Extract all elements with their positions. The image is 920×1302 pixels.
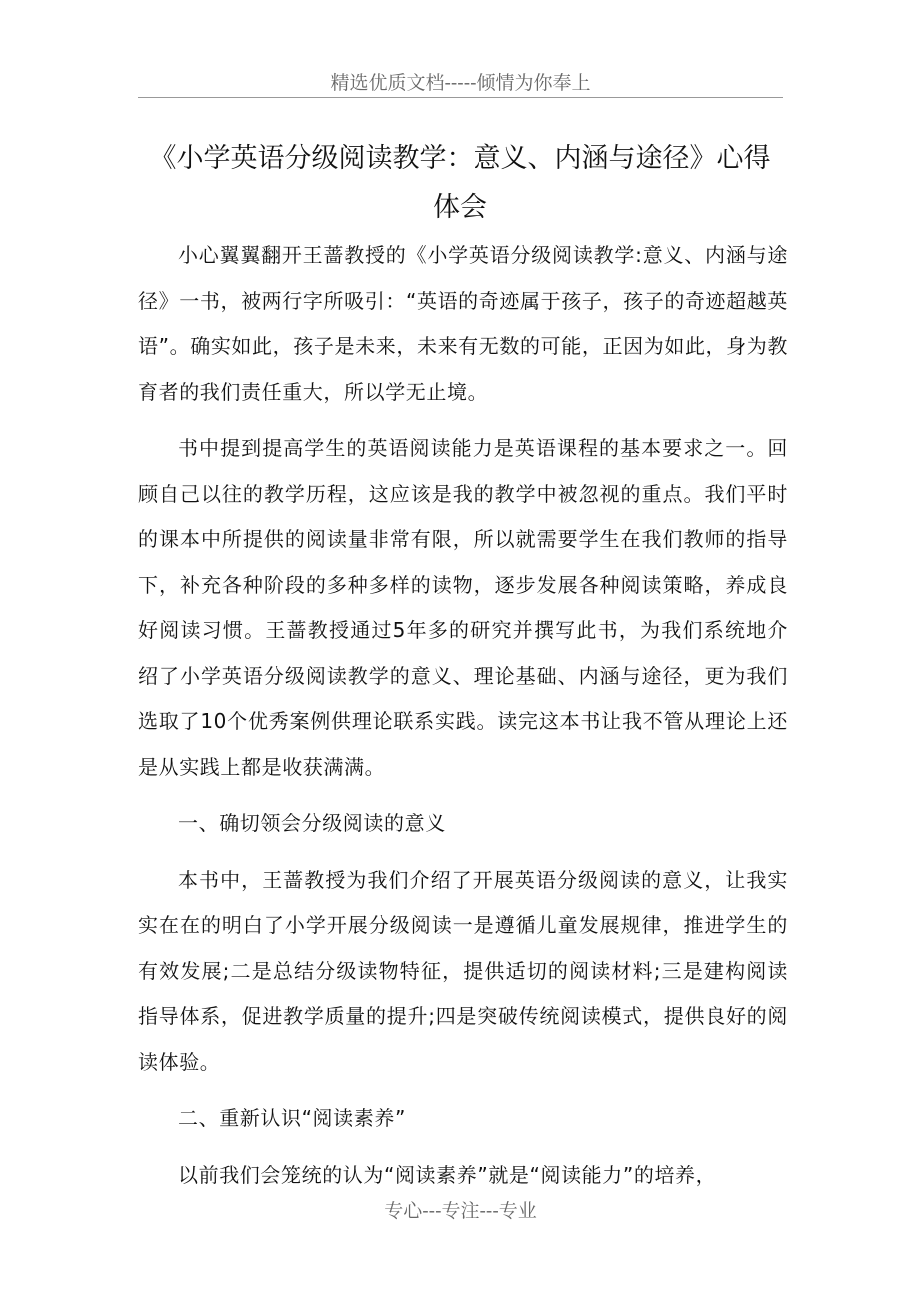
section-heading-2: 二、重新认识“阅读素养” bbox=[178, 1106, 406, 1130]
title-line-1: 《小学英语分级阅读教学：意义、内涵与途径》心得 bbox=[149, 143, 771, 174]
page-footer: 专心---专注---专业 bbox=[384, 1200, 537, 1222]
document-title bbox=[110, 134, 810, 232]
page-header: 精选优质文档-----倾情为你奉上 bbox=[330, 72, 591, 94]
paragraph-reading-ability: 书中提到提高学生的英语阅读能力是英语课程的基本要求之一。回顾自己以往的教学历程，这应该是我的教学中被忽视的重点。我们平时的课本中所提供的阅读量非常有限，所以就需要学生在我们教师的指导下，补充各种阶段的多种多样的读物，逐步发展各种阅读策略，养成良好阅读习惯。王蔷教授通过5年多的研究并撰写此书，为我们系统地介绍了小学英语分级阅读教学的意义、理论基础、内涵与途径，更为我们选取了10个优秀案例供理论联系实践。读完这本书让我不管从理论上还是从实践上都是收获满满。 bbox=[138, 436, 788, 779]
title-line-2: 体会 bbox=[433, 192, 487, 223]
paragraph-significance: 本书中，王蔷教授为我们介绍了开展英语分级阅读的意义，让我实实在在的明白了小学开展分级阅读一是遵循儿童发展规律，推进学生的有效发展;二是总结分级读物特征，提供适切的阅读材料;三是建构阅读指导体系，促进教学质量的提升;四是突破传统阅读模式，提供良好的阅读体验。 bbox=[138, 867, 788, 1074]
paragraph-intro: 小心翼翼翻开王蔷教授的《小学英语分级阅读教学:意义、内涵与途径》一书，被两行字所吸引：“英语的奇迹属于孩子，孩子的奇迹超越英语”。确实如此，孩子是未来，未来有无数的可能，正因为如此，身为教育者的我们责任重大，所以学无止境。 bbox=[138, 243, 788, 404]
section-heading-1: 一、确切领会分级阅读的意义 bbox=[178, 811, 446, 835]
paragraph-literacy: 以前我们会笼统的认为“阅读素养”就是“阅读能力”的培养， bbox=[178, 1162, 717, 1187]
document-body bbox=[138, 233, 788, 1198]
header-divider bbox=[138, 97, 783, 98]
